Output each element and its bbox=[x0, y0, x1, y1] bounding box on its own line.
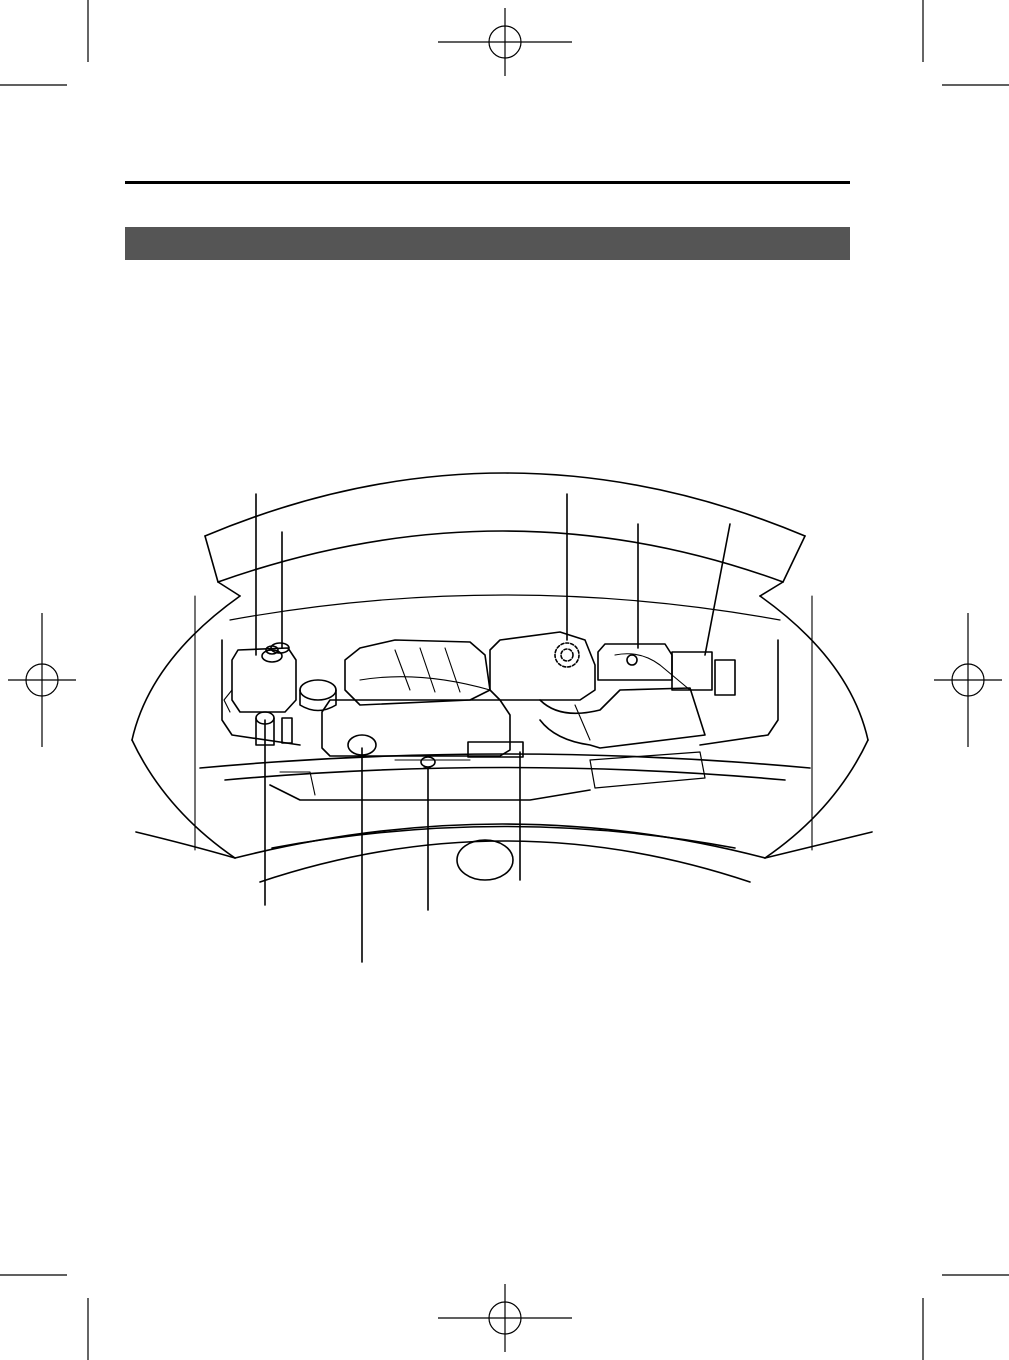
callout-line-5 bbox=[705, 524, 730, 655]
